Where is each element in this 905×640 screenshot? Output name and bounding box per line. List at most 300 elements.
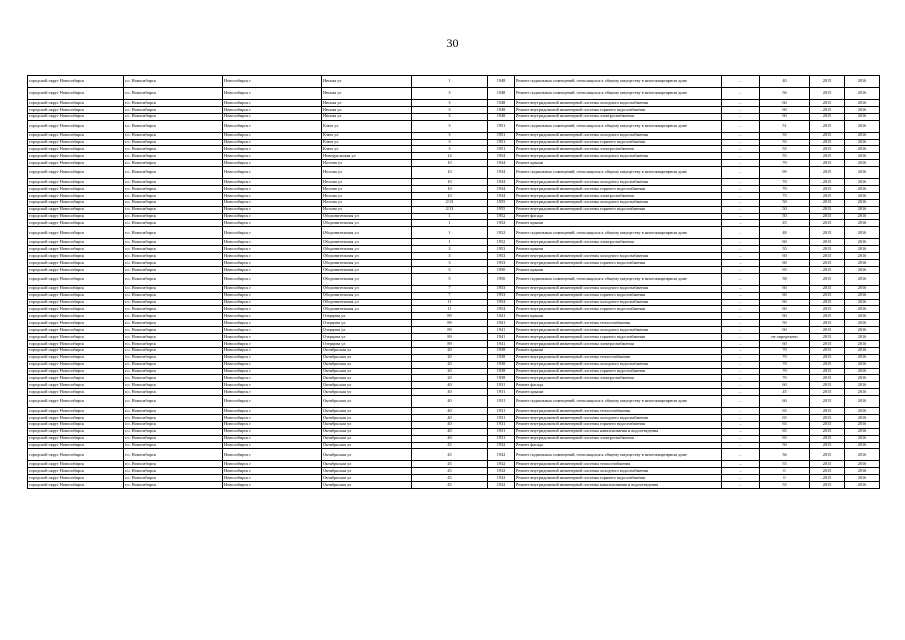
cell-work: Ремонт внутридомовой инженерной системы холодного водоснабжения xyxy=(515,199,722,206)
table-row xyxy=(28,186,880,193)
cell-year-from: 2015 xyxy=(810,132,845,139)
cell-year-to: 2016 xyxy=(845,88,880,100)
cell-district: городской округ Новосибирск xyxy=(28,76,124,88)
cell-year-to: 2016 xyxy=(845,227,880,239)
cell-city: г.о. Новосибирск xyxy=(124,227,223,239)
cell-street: Октябрьская ул xyxy=(322,414,412,421)
cell-street: Октябрьская ул xyxy=(322,347,412,354)
cell-district: городской округ Новосибирск xyxy=(28,227,124,239)
cell-year-from: 2015 xyxy=(810,113,845,120)
cell-year: 1934 xyxy=(488,179,515,186)
cell-year-from: 2015 xyxy=(810,88,845,100)
cell-area: 60 xyxy=(760,327,810,334)
cell-house: 1 xyxy=(412,213,488,220)
cell-year-to: 2016 xyxy=(845,285,880,292)
cell-year: 1948 xyxy=(488,76,515,88)
cell-city: г.о. Новосибирск xyxy=(124,361,223,368)
cell-cost: – xyxy=(722,206,760,213)
cell-year-to: 2016 xyxy=(845,482,880,489)
cell-work: Ремонт внутридомовой инженерной системы горячего водоснабжения xyxy=(515,292,722,299)
cell-area: 51 xyxy=(760,120,810,132)
cell-area: 70 xyxy=(760,361,810,368)
page-number: 30 xyxy=(446,36,459,50)
cell-district: городской округ Новосибирск xyxy=(28,292,124,299)
cell-house: 89 xyxy=(412,320,488,327)
cell-district: городской округ Новосибирск xyxy=(28,354,124,361)
cell-area: 60 xyxy=(760,253,810,260)
cell-district: городской округ Новосибирск xyxy=(28,389,124,396)
cell-locality: Новосибирск г xyxy=(223,139,322,146)
cell-district: городской округ Новосибирск xyxy=(28,220,124,227)
cell-locality: Новосибирск г xyxy=(223,266,322,273)
cell-year: 1938 xyxy=(488,361,515,368)
cell-district: городской округ Новосибирск xyxy=(28,299,124,306)
cell-city: г.о. Новосибирск xyxy=(124,414,223,421)
cell-work: Ремонт внутридомовой инженерной системы канализования и водоотведения xyxy=(515,428,722,435)
cell-year: 1934 xyxy=(488,186,515,193)
cell-cost: – xyxy=(722,354,760,361)
cell-district: городской округ Новосибирск xyxy=(28,442,124,449)
cell-street: Оборонительная ул xyxy=(322,239,412,246)
table-row xyxy=(28,482,880,489)
table-row xyxy=(28,132,880,139)
cell-city: г.о. Новосибирск xyxy=(124,327,223,334)
cell-street: Ключ ул xyxy=(322,132,412,139)
cell-year-from: 2015 xyxy=(810,292,845,299)
cell-house: 3 xyxy=(412,120,488,132)
cell-locality: Новосибирск г xyxy=(223,306,322,313)
cell-year: 1931 xyxy=(488,382,515,389)
table-row xyxy=(28,227,880,239)
cell-year-from: 2015 xyxy=(810,482,845,489)
cell-year-from: 2015 xyxy=(810,167,845,179)
cell-year-to: 2016 xyxy=(845,292,880,299)
cell-work: Ремонт крыши xyxy=(515,266,722,273)
cell-house: 3 xyxy=(412,139,488,146)
cell-city: г.о. Новосибирск xyxy=(124,206,223,213)
cell-locality: Новосибирск г xyxy=(223,273,322,285)
cell-area: 60 xyxy=(760,285,810,292)
cell-house: 20 xyxy=(412,347,488,354)
cell-year-from: 2015 xyxy=(810,160,845,167)
cell-city: г.о. Новосибирск xyxy=(124,285,223,292)
cell-locality: Новосибирск г xyxy=(223,461,322,468)
cell-area: 60 xyxy=(760,260,810,267)
cell-cost: – xyxy=(722,320,760,327)
cell-year-from: 2015 xyxy=(810,239,845,246)
cell-work: Ремонт внутридомовой инженерной системы холодного водоснабжения xyxy=(515,299,722,306)
cell-year-to: 2016 xyxy=(845,76,880,88)
cell-work: Ремонт внутридомовой инженерной системы холодного водоснабжения xyxy=(515,179,722,186)
cell-year: 1953 xyxy=(488,246,515,253)
cell-city: г.о. Новосибирск xyxy=(124,167,223,179)
cell-year: 1941 xyxy=(488,340,515,347)
cell-cost: – xyxy=(722,340,760,347)
cell-year: 1931 xyxy=(488,396,515,408)
cell-cost: – xyxy=(722,361,760,368)
cell-house: 10 xyxy=(412,186,488,193)
cell-year: 1952 xyxy=(488,227,515,239)
cell-year: 1952 xyxy=(488,239,515,246)
cell-district: городской округ Новосибирск xyxy=(28,285,124,292)
cell-year-to: 2016 xyxy=(845,253,880,260)
cell-city: г.о. Новосибирск xyxy=(124,106,223,113)
cell-area: 60 xyxy=(760,340,810,347)
cell-city: г.о. Новосибирск xyxy=(124,146,223,153)
table-row xyxy=(28,106,880,113)
cell-city: г.о. Новосибирск xyxy=(124,320,223,327)
cell-locality: Новосибирск г xyxy=(223,313,322,320)
cell-year-from: 2015 xyxy=(810,220,845,227)
table-row xyxy=(28,153,880,160)
cell-house: 3 xyxy=(412,260,488,267)
cell-work: Ремонт внутридомовой инженерной системы горячего водоснабжения xyxy=(515,106,722,113)
cell-locality: Новосибирск г xyxy=(223,76,322,88)
cell-year-to: 2016 xyxy=(845,273,880,285)
cell-district: городской округ Новосибирск xyxy=(28,106,124,113)
cell-work: Ремонт внутридомовой инженерной системы горячего водоснабжения xyxy=(515,475,722,482)
cell-district: городской округ Новосибирск xyxy=(28,347,124,354)
cell-city: г.о. Новосибирск xyxy=(124,449,223,461)
cell-cost: – xyxy=(722,139,760,146)
cell-year-to: 2016 xyxy=(845,167,880,179)
cell-locality: Новосибирск г xyxy=(223,88,322,100)
cell-city: г.о. Новосибирск xyxy=(124,113,223,120)
cell-district: городской округ Новосибирск xyxy=(28,146,124,153)
cell-cost: – xyxy=(722,100,760,107)
table-row xyxy=(28,266,880,273)
cell-area: 65 xyxy=(760,266,810,273)
cell-house: 40 xyxy=(412,435,488,442)
cell-work: Ремонт подвальных помещений, относящихся к общему имуществу в многоквартирном доме xyxy=(515,167,722,179)
cell-house: 45 xyxy=(412,475,488,482)
cell-house: 20 xyxy=(412,361,488,368)
cell-district: городской округ Новосибирск xyxy=(28,475,124,482)
cell-area: 45 xyxy=(760,220,810,227)
cell-district: городской округ Новосибирск xyxy=(28,421,124,428)
cell-year-from: 2015 xyxy=(810,442,845,449)
cell-year-from: 2015 xyxy=(810,414,845,421)
cell-street: Носина ул xyxy=(322,199,412,206)
cell-work: Ремонт подвальных помещений, относящихся к общему имуществу в многоквартирном доме xyxy=(515,449,722,461)
cell-city: г.о. Новосибирск xyxy=(124,442,223,449)
cell-year-to: 2016 xyxy=(845,206,880,213)
cell-year-to: 2016 xyxy=(845,461,880,468)
cell-work: Ремонт внутридомовой инженерной системы горячего водоснабжения xyxy=(515,139,722,146)
cell-cost: – xyxy=(722,306,760,313)
cell-year-from: 2015 xyxy=(810,375,845,382)
cell-year: 1934 xyxy=(488,167,515,179)
cell-year-to: 2016 xyxy=(845,408,880,415)
cell-year-from: 2015 xyxy=(810,320,845,327)
cell-year: 1953 xyxy=(488,285,515,292)
cell-work: Ремонт внутридомовой инженерной системы теплоснабжения xyxy=(515,461,722,468)
table-row xyxy=(28,120,880,132)
cell-area: 50 xyxy=(760,199,810,206)
cell-house: 11 xyxy=(412,306,488,313)
cell-house: 20 xyxy=(412,375,488,382)
cell-street: Оборонительная ул xyxy=(322,253,412,260)
cell-city: г.о. Новосибирск xyxy=(124,100,223,107)
cell-year-from: 2015 xyxy=(810,266,845,273)
cell-year: 1952 xyxy=(488,213,515,220)
table-row xyxy=(28,375,880,382)
cell-city: г.о. Новосибирск xyxy=(124,139,223,146)
cell-district: городской округ Новосибирск xyxy=(28,88,124,100)
cell-locality: Новосибирск г xyxy=(223,442,322,449)
cell-street: Октябрьская ул xyxy=(322,361,412,368)
cell-locality: Новосибирск г xyxy=(223,227,322,239)
cell-street: Октябрьская ул xyxy=(322,375,412,382)
cell-locality: Новосибирск г xyxy=(223,334,322,341)
cell-district: городской округ Новосибирск xyxy=(28,120,124,132)
cell-year-from: 2015 xyxy=(810,389,845,396)
cell-work: Ремонт фасада xyxy=(515,382,722,389)
cell-year-to: 2016 xyxy=(845,106,880,113)
cell-year-from: 2015 xyxy=(810,186,845,193)
cell-area: 50 xyxy=(760,442,810,449)
cell-house: 3 xyxy=(412,113,488,120)
cell-year: 1931 xyxy=(488,389,515,396)
cell-locality: Новосибирск г xyxy=(223,396,322,408)
cell-year-from: 2015 xyxy=(810,354,845,361)
cell-year-to: 2016 xyxy=(845,320,880,327)
cell-year: 1953 xyxy=(488,253,515,260)
cell-year-from: 2015 xyxy=(810,273,845,285)
cell-year: 1932 xyxy=(488,461,515,468)
cell-house: 3 xyxy=(412,146,488,153)
cell-work: Ремонт внутридомовой инженерной системы горячего водоснабжения xyxy=(515,260,722,267)
cell-year-from: 2015 xyxy=(810,435,845,442)
cell-district: городской округ Новосибирск xyxy=(28,199,124,206)
cell-city: г.о. Новосибирск xyxy=(124,220,223,227)
cell-area: 75 xyxy=(760,192,810,199)
cell-year: 1950 xyxy=(488,273,515,285)
cell-street: Оборонительная ул xyxy=(322,266,412,273)
cell-year-to: 2016 xyxy=(845,382,880,389)
cell-district: городской округ Новосибирск xyxy=(28,167,124,179)
cell-locality: Новосибирск г xyxy=(223,186,322,193)
cell-cost: – xyxy=(722,120,760,132)
cell-work: Ремонт подвальных помещений, относящихся к общему имуществу в многоквартирном доме xyxy=(515,396,722,408)
cell-locality: Новосибирск г xyxy=(223,199,322,206)
cell-year-from: 2015 xyxy=(810,347,845,354)
cell-city: г.о. Новосибирск xyxy=(124,461,223,468)
cell-street: Октябрьская ул xyxy=(322,482,412,489)
cell-street: Оборонительная ул xyxy=(322,306,412,313)
cell-work: Ремонт внутридомовой инженерной системы горячего водоснабжения xyxy=(515,368,722,375)
cell-area: 0 xyxy=(760,475,810,482)
cell-year-from: 2015 xyxy=(810,100,845,107)
cell-work: Ремонт подвальных помещений, относящихся к общему имуществу в многоквартирном доме xyxy=(515,273,722,285)
cell-street: Оборонительная ул xyxy=(322,299,412,306)
cell-year: 1948 xyxy=(488,100,515,107)
cell-city: г.о. Новосибирск xyxy=(124,246,223,253)
cell-year: 1941 xyxy=(488,334,515,341)
cell-house: 40 xyxy=(412,408,488,415)
cell-city: г.о. Новосибирск xyxy=(124,179,223,186)
cell-year-from: 2015 xyxy=(810,199,845,206)
cell-area: 60 xyxy=(760,299,810,306)
cell-cost: – xyxy=(722,153,760,160)
cell-year-to: 2016 xyxy=(845,313,880,320)
cell-locality: Новосибирск г xyxy=(223,100,322,107)
cell-district: городской округ Новосибирск xyxy=(28,313,124,320)
cell-district: городской округ Новосибирск xyxy=(28,206,124,213)
cell-year-to: 2016 xyxy=(845,299,880,306)
cell-house: 45 xyxy=(412,468,488,475)
cell-work: Ремонт фасада xyxy=(515,442,722,449)
cell-locality: Новосибирск г xyxy=(223,361,322,368)
cell-house: 40 xyxy=(412,382,488,389)
cell-city: г.о. Новосибирск xyxy=(124,354,223,361)
table-row xyxy=(28,273,880,285)
cell-street: Октябрьская ул xyxy=(322,421,412,428)
cell-locality: Новосибирск г xyxy=(223,320,322,327)
cell-year: 1932 xyxy=(488,442,515,449)
cell-house: 1 xyxy=(412,227,488,239)
cell-area: 48 xyxy=(760,227,810,239)
cell-year: 1938 xyxy=(488,375,515,382)
cell-area: 69 xyxy=(760,167,810,179)
table-row xyxy=(28,139,880,146)
cell-year-to: 2016 xyxy=(845,442,880,449)
cell-cost: – xyxy=(722,113,760,120)
cell-work: Ремонт внутридомовой инженерной системы холодного водоснабжения xyxy=(515,132,722,139)
cell-house: 14 xyxy=(412,153,488,160)
cell-house: 10 xyxy=(412,167,488,179)
cell-cost: – xyxy=(722,421,760,428)
cell-area: 70 xyxy=(760,375,810,382)
cell-year-from: 2015 xyxy=(810,146,845,153)
cell-locality: Новосибирск г xyxy=(223,375,322,382)
cell-street: Инская ул xyxy=(322,100,412,107)
cell-street: Инская ул xyxy=(322,76,412,88)
cell-district: городской округ Новосибирск xyxy=(28,239,124,246)
cell-area: 60 xyxy=(760,306,810,313)
cell-year-to: 2016 xyxy=(845,213,880,220)
cell-year-from: 2015 xyxy=(810,206,845,213)
cell-district: городской округ Новосибирск xyxy=(28,334,124,341)
cell-house: 10 xyxy=(412,192,488,199)
cell-locality: Новосибирск г xyxy=(223,327,322,334)
cell-city: г.о. Новосибирск xyxy=(124,239,223,246)
cell-year-from: 2015 xyxy=(810,461,845,468)
table-row xyxy=(28,146,880,153)
cell-area: 58 xyxy=(760,273,810,285)
cell-cost: – xyxy=(722,192,760,199)
cell-cost: – xyxy=(722,368,760,375)
cell-locality: Новосибирск г xyxy=(223,153,322,160)
cell-street: Октябрьская ул xyxy=(322,408,412,415)
table-body xyxy=(28,76,880,489)
cell-locality: Новосибирск г xyxy=(223,167,322,179)
table-row xyxy=(28,260,880,267)
cell-house: 3 xyxy=(412,100,488,107)
cell-year: 1951 xyxy=(488,139,515,146)
cell-year-to: 2016 xyxy=(845,414,880,421)
cell-house: 3 xyxy=(412,253,488,260)
cell-work: Ремонт внутридомовой инженерной системы холодного водоснабжения xyxy=(515,100,722,107)
cell-locality: Новосибирск г xyxy=(223,113,322,120)
cell-district: городской округ Новосибирск xyxy=(28,179,124,186)
cell-year-to: 2016 xyxy=(845,246,880,253)
cell-street: Инская ул xyxy=(322,106,412,113)
cell-year-from: 2015 xyxy=(810,179,845,186)
cell-cost: – xyxy=(722,146,760,153)
cell-locality: Новосибирск г xyxy=(223,120,322,132)
cell-work: Ремонт внутридомовой инженерной системы горячего водоснабжения xyxy=(515,306,722,313)
cell-city: г.о. Новосибирск xyxy=(124,482,223,489)
cell-locality: Новосибирск г xyxy=(223,246,322,253)
cell-year-to: 2016 xyxy=(845,449,880,461)
cell-street: Оборонительная ул xyxy=(322,285,412,292)
cell-street: Октябрьская ул xyxy=(322,461,412,468)
cell-year: 1951 xyxy=(488,146,515,153)
cell-locality: Новосибирск г xyxy=(223,206,322,213)
cell-street: Оборонительная ул xyxy=(322,260,412,267)
cell-year: 1948 xyxy=(488,106,515,113)
table-row xyxy=(28,313,880,320)
cell-house: 40 xyxy=(412,414,488,421)
cell-year-from: 2015 xyxy=(810,76,845,88)
cell-city: г.о. Новосибирск xyxy=(124,186,223,193)
cell-street: Носина ул xyxy=(322,192,412,199)
cell-work: Ремонт внутридомовой инженерной системы электроснабжения xyxy=(515,375,722,382)
cell-year-from: 2015 xyxy=(810,213,845,220)
cell-year: 1954 xyxy=(488,299,515,306)
cell-cost: – xyxy=(722,475,760,482)
cell-year: 1941 xyxy=(488,320,515,327)
cell-locality: Новосибирск г xyxy=(223,239,322,246)
cell-street: Носина ул xyxy=(322,167,412,179)
cell-year-from: 2015 xyxy=(810,468,845,475)
table-row xyxy=(28,334,880,341)
cell-year: 1941 xyxy=(488,313,515,320)
cell-house: 3 xyxy=(412,88,488,100)
cell-year: 1951 xyxy=(488,120,515,132)
cell-house: 3 xyxy=(412,246,488,253)
cell-house: 40 xyxy=(412,421,488,428)
cell-area: 70 xyxy=(760,347,810,354)
cell-year: 1950 xyxy=(488,266,515,273)
cell-locality: Новосибирск г xyxy=(223,428,322,435)
cell-house: 10 xyxy=(412,160,488,167)
table-row xyxy=(28,292,880,299)
cell-area: 55 xyxy=(760,132,810,139)
cell-year-from: 2015 xyxy=(810,120,845,132)
cell-city: г.о. Новосибирск xyxy=(124,299,223,306)
cell-city: г.о. Новосибирск xyxy=(124,292,223,299)
cell-work: Ремонт внутридомовой инженерной системы электроснабжения xyxy=(515,239,722,246)
table-row xyxy=(28,421,880,428)
cell-work: Ремонт подвальных помещений, относящихся к общему имуществу в многоквартирном доме xyxy=(515,88,722,100)
cell-district: городской округ Новосибирск xyxy=(28,186,124,193)
cell-area: 60 xyxy=(760,239,810,246)
cell-year: 1932 xyxy=(488,482,515,489)
cell-year: 1953 xyxy=(488,292,515,299)
cell-locality: Новосибирск г xyxy=(223,435,322,442)
cell-year: 1931 xyxy=(488,414,515,421)
table-row xyxy=(28,285,880,292)
cell-work: Ремонт подвальных помещений, относящихся к общему имуществу в многоквартирном доме xyxy=(515,227,722,239)
cell-city: г.о. Новосибирск xyxy=(124,421,223,428)
table-row xyxy=(28,100,880,107)
cell-district: городской округ Новосибирск xyxy=(28,160,124,167)
table-row xyxy=(28,299,880,306)
cell-street: Озерцова ул xyxy=(322,334,412,341)
cell-house: 1 xyxy=(412,220,488,227)
